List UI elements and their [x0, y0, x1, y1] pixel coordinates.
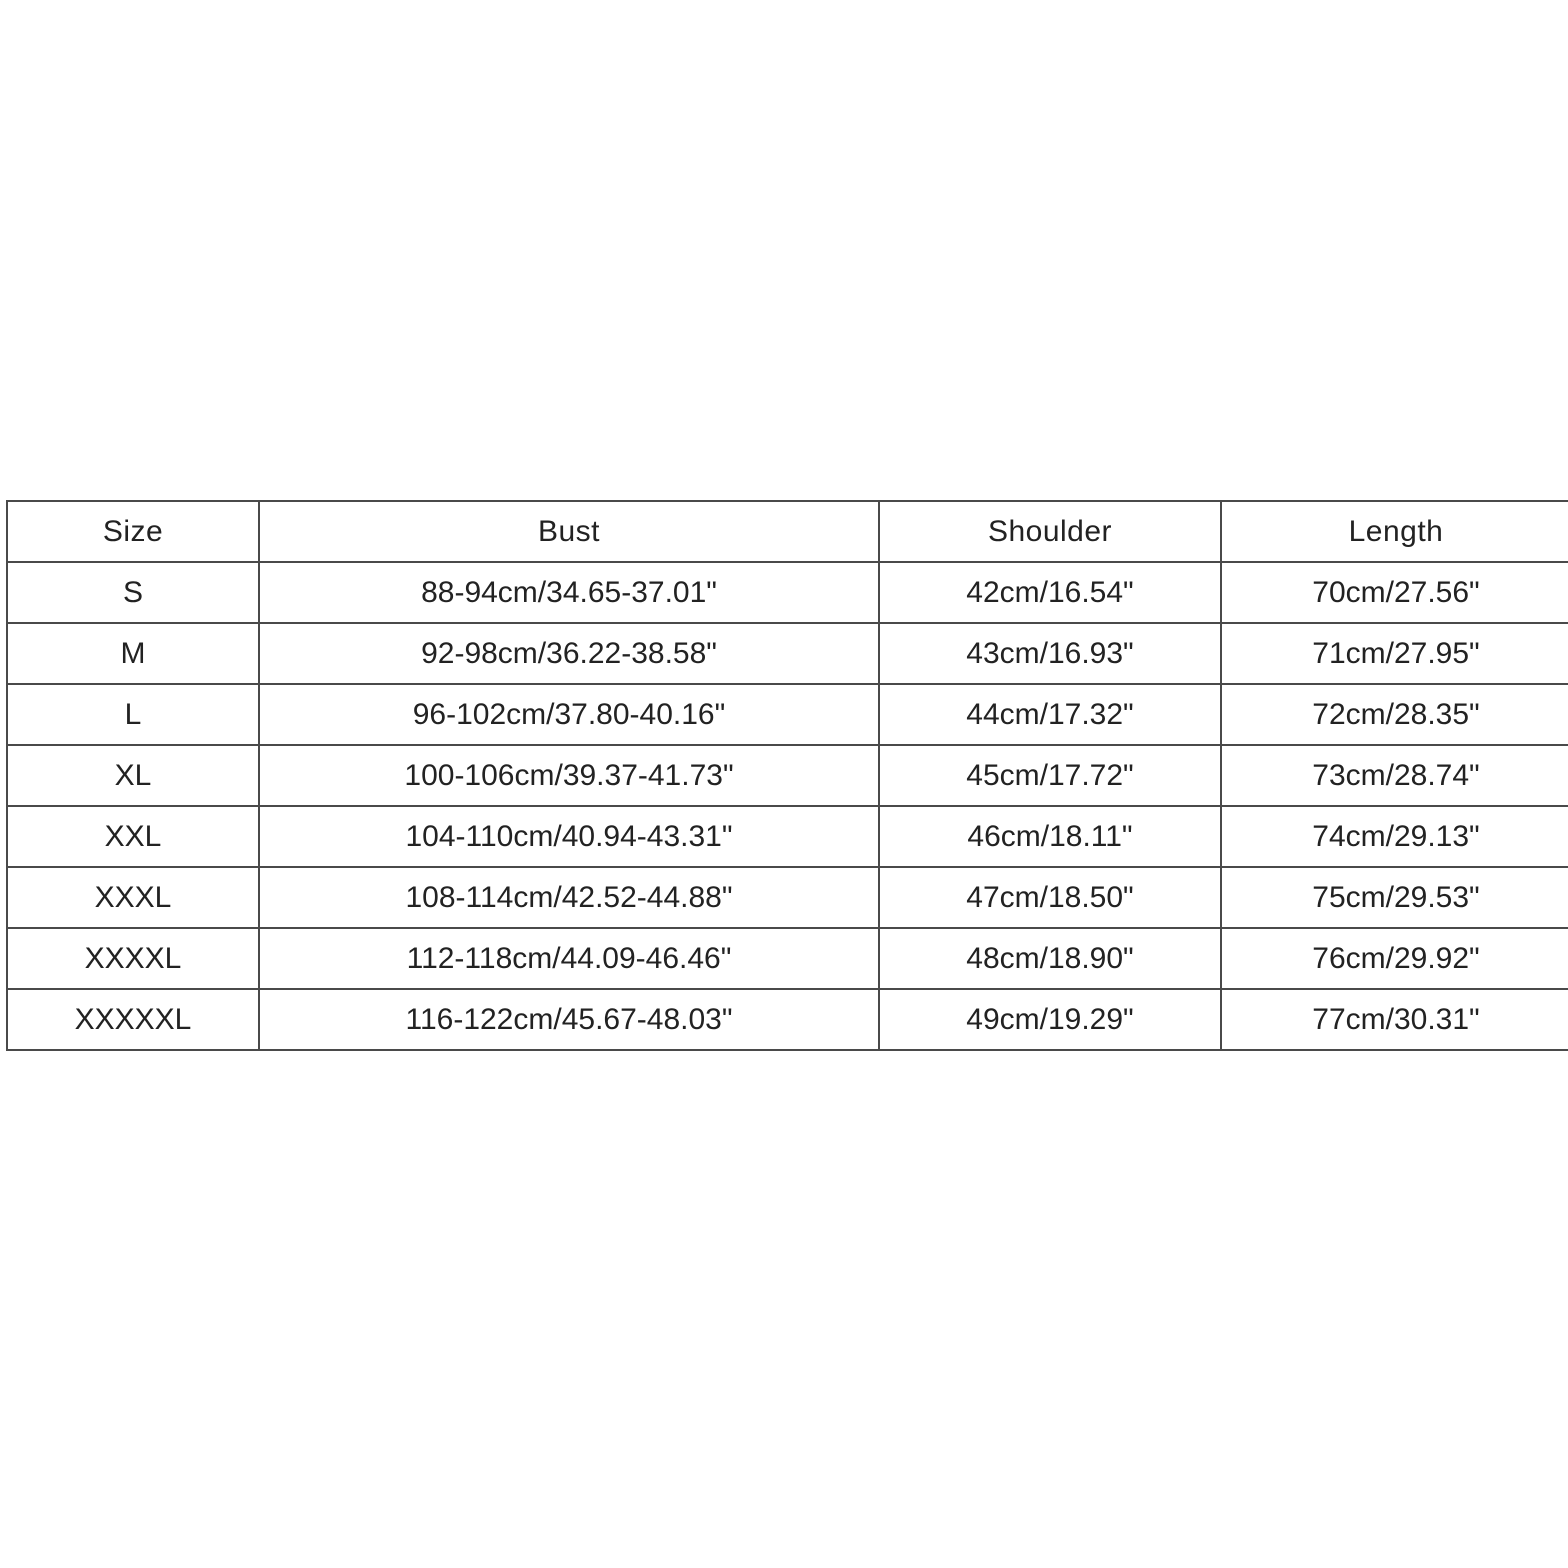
cell-shoulder: 43cm/16.93" [879, 623, 1221, 684]
header-shoulder: Shoulder [879, 501, 1221, 562]
cell-length: 75cm/29.53" [1221, 867, 1568, 928]
cell-length: 76cm/29.92" [1221, 928, 1568, 989]
table-row [7, 806, 1568, 867]
cell-size: XXL [7, 806, 259, 867]
cell-bust: 112-118cm/44.09-46.46" [259, 928, 879, 989]
cell-shoulder: 49cm/19.29" [879, 989, 1221, 1050]
cell-size: XXXL [7, 867, 259, 928]
table-header-row [7, 501, 1568, 562]
cell-bust: 92-98cm/36.22-38.58" [259, 623, 879, 684]
cell-bust: 104-110cm/40.94-43.31" [259, 806, 879, 867]
cell-bust: 116-122cm/45.67-48.03" [259, 989, 879, 1050]
table-row [7, 867, 1568, 928]
cell-bust: 108-114cm/42.52-44.88" [259, 867, 879, 928]
cell-shoulder: 48cm/18.90" [879, 928, 1221, 989]
cell-shoulder: 42cm/16.54" [879, 562, 1221, 623]
cell-length: 73cm/28.74" [1221, 745, 1568, 806]
cell-size: XXXXL [7, 928, 259, 989]
table-row [7, 684, 1568, 745]
cell-length: 74cm/29.13" [1221, 806, 1568, 867]
table-row [7, 623, 1568, 684]
cell-length: 70cm/27.56" [1221, 562, 1568, 623]
header-size: Size [7, 501, 259, 562]
header-length: Length [1221, 501, 1568, 562]
cell-length: 72cm/28.35" [1221, 684, 1568, 745]
cell-size: XXXXXL [7, 989, 259, 1050]
cell-shoulder: 46cm/18.11" [879, 806, 1221, 867]
table-row [7, 562, 1568, 623]
cell-size: M [7, 623, 259, 684]
cell-bust: 100-106cm/39.37-41.73" [259, 745, 879, 806]
header-bust: Bust [259, 501, 879, 562]
cell-shoulder: 47cm/18.50" [879, 867, 1221, 928]
cell-size: L [7, 684, 259, 745]
cell-length: 71cm/27.95" [1221, 623, 1568, 684]
cell-size: S [7, 562, 259, 623]
cell-shoulder: 44cm/17.32" [879, 684, 1221, 745]
size-chart-table [6, 500, 1568, 1051]
table-row [7, 928, 1568, 989]
cell-shoulder: 45cm/17.72" [879, 745, 1221, 806]
table-row [7, 745, 1568, 806]
table-row [7, 989, 1568, 1050]
cell-bust: 88-94cm/34.65-37.01" [259, 562, 879, 623]
cell-length: 77cm/30.31" [1221, 989, 1568, 1050]
cell-size: XL [7, 745, 259, 806]
cell-bust: 96-102cm/37.80-40.16" [259, 684, 879, 745]
